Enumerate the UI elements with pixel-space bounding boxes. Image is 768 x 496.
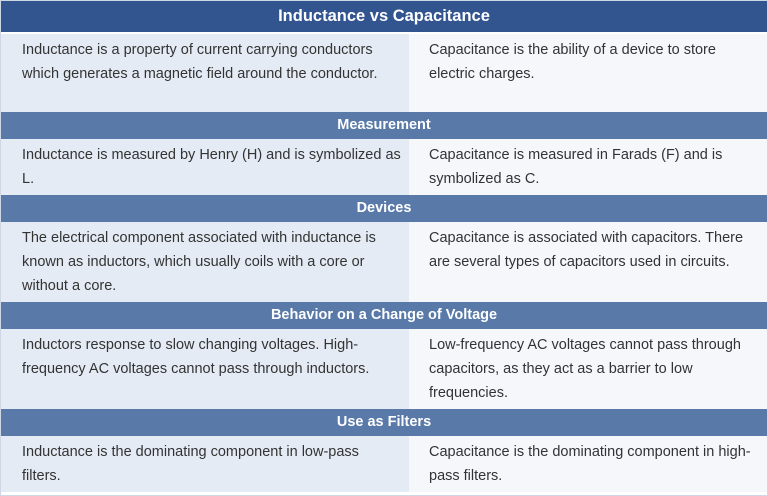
section-heading-filters: Use as Filters [1,409,767,436]
table-row-measurement [1,139,767,195]
capacitance-cell: Low-frequency AC voltages cannot pass through capacitors, as they act as a barrier to low frequencies. [409,329,767,409]
section-heading-measurement: Measurement [1,112,767,139]
section-heading-devices: Devices [1,195,767,222]
inductance-cell: Inductors response to slow changing voltages. High-frequency AC voltages cannot pass through inductors. [1,329,409,409]
capacitance-cell: Capacitance is the dominating component in high-pass filters. [409,436,767,492]
capacitance-cell: Capacitance is measured in Farads (F) and is symbolized as C. [409,139,767,195]
inductance-cell: Inductance is measured by Henry (H) and is symbolized as L. [1,139,409,195]
capacitance-cell: Capacitance is associated with capacitors. There are several types of capacitors used in circuits. [409,222,767,302]
table-row-behavior [1,329,767,409]
table-row-intro [1,34,767,112]
table-row-devices [1,222,767,302]
table-title: Inductance vs Capacitance [1,1,767,34]
inductance-cell: Inductance is a property of current carrying conductors which generates a magnetic field around the conductor. [1,34,409,112]
inductance-cell: Inductance is the dominating component in low-pass filters. [1,436,409,492]
table-row-filters [1,436,767,492]
section-heading-behavior: Behavior on a Change of Voltage [1,302,767,329]
inductance-cell: The electrical component associated with inductance is known as inductors, which usually coils with a core or without a core. [1,222,409,302]
capacitance-cell: Capacitance is the ability of a device to store electric charges. [409,34,767,112]
